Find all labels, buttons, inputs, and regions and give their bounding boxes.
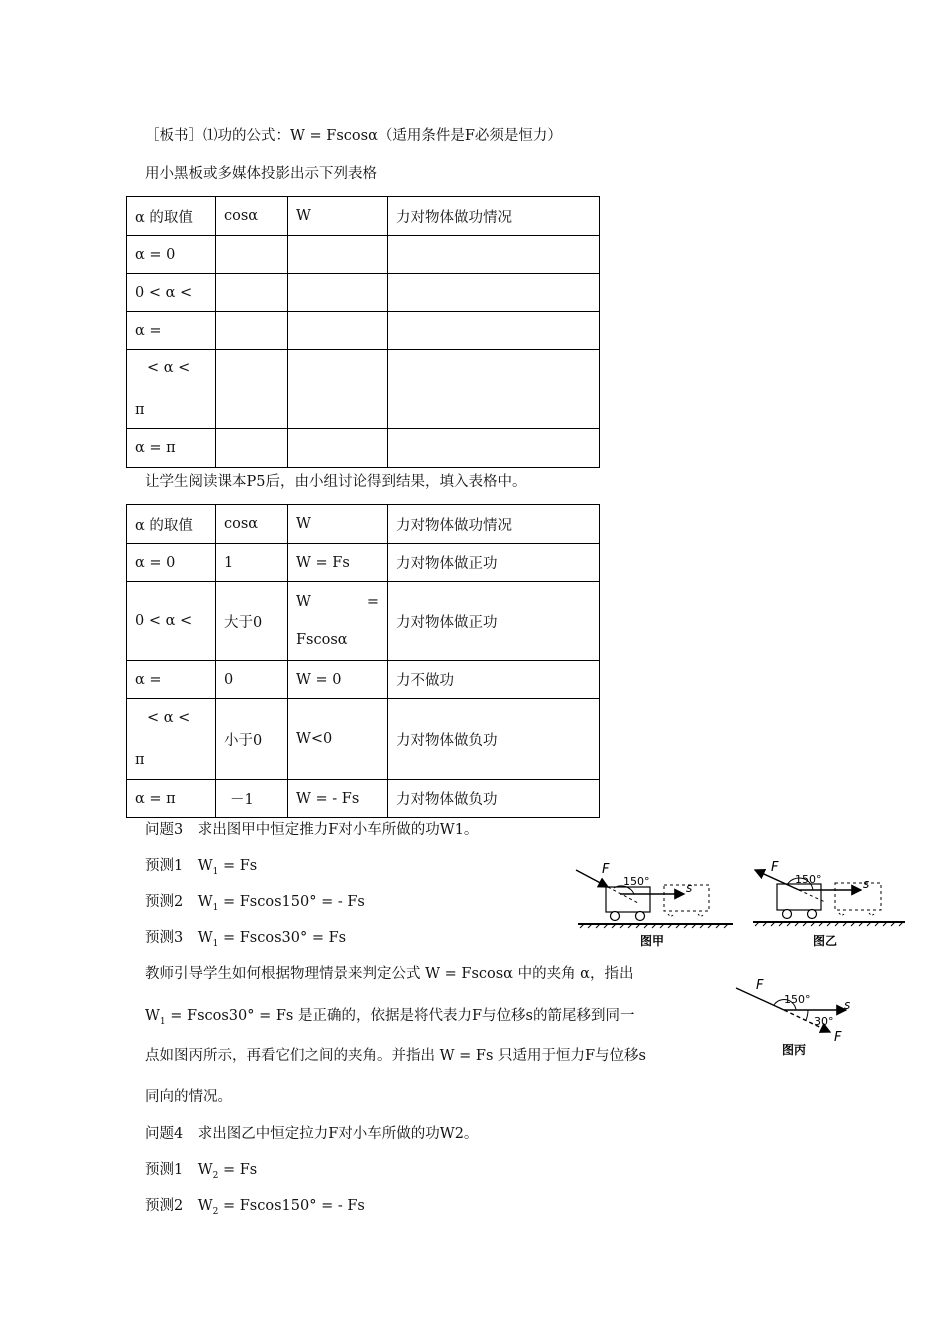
figure-yi bbox=[745, 852, 910, 948]
displacement-label: s bbox=[686, 881, 693, 895]
angle-label-30: 30° bbox=[814, 1015, 834, 1028]
question-3: 问题3 求出图甲中恒定推力F对小车所做的功W1。 bbox=[145, 822, 479, 838]
prediction-label: 预测2 bbox=[145, 894, 184, 910]
desc-cell: 力对物体做正功 bbox=[388, 582, 600, 661]
w-cell: W = Fs bbox=[288, 544, 388, 582]
empty-cell[interactable] bbox=[388, 274, 600, 312]
w-subscript: 2 bbox=[212, 1206, 219, 1217]
cos-cell: 小于0 bbox=[216, 699, 288, 780]
cart-ghost bbox=[835, 883, 881, 910]
prediction-3-2 bbox=[145, 892, 365, 918]
force-label-moved: F bbox=[834, 1030, 842, 1045]
empty-cell[interactable] bbox=[288, 274, 388, 312]
header-cos: cosα bbox=[216, 505, 288, 544]
formula: = Fs bbox=[218, 858, 258, 874]
force-label: F bbox=[756, 978, 764, 993]
alpha-cell: α = bbox=[127, 661, 216, 699]
empty-cell[interactable] bbox=[216, 312, 288, 350]
alpha-cell: 0 < α < bbox=[127, 274, 216, 312]
cart-wheel bbox=[611, 912, 620, 921]
table-row bbox=[127, 780, 600, 818]
w-subscript: 1 bbox=[159, 1016, 166, 1027]
teacher-line-2-text: = Fscos30° = Fs 是正确的，依据是将代表力F与位移s的箭尾移到同一 bbox=[165, 1008, 635, 1024]
alpha-cell: α = 0 bbox=[127, 236, 216, 274]
header-w: W bbox=[288, 197, 388, 236]
alpha-cell bbox=[127, 350, 216, 429]
displacement-label: s bbox=[844, 998, 851, 1012]
figure-caption: 图甲 bbox=[640, 934, 665, 948]
alpha-cell: α = π bbox=[127, 429, 216, 468]
angle-label-150: 150° bbox=[784, 993, 811, 1006]
cos-cell: －1 bbox=[216, 780, 288, 818]
ground-hatching bbox=[753, 922, 905, 926]
alpha-cell: 0 < α < bbox=[127, 582, 216, 661]
prediction-3-3 bbox=[145, 928, 346, 954]
w-line-1 bbox=[296, 592, 379, 612]
header-w: W bbox=[288, 505, 388, 544]
empty-cell[interactable] bbox=[216, 236, 288, 274]
prediction-label: 预测3 bbox=[145, 930, 184, 946]
header-desc: 力对物体做功情况 bbox=[388, 197, 600, 236]
filled-work-table bbox=[126, 504, 600, 818]
angle-arc-30 bbox=[806, 1010, 808, 1020]
cos-cell: 大于0 bbox=[216, 582, 288, 661]
w-symbol: W bbox=[197, 858, 213, 874]
figure-caption: 图乙 bbox=[813, 934, 838, 948]
table-row bbox=[127, 429, 600, 468]
question-4: 问题4 求出图乙中恒定拉力F对小车所做的功W2。 bbox=[145, 1126, 479, 1142]
table-row bbox=[127, 350, 600, 429]
empty-cell[interactable] bbox=[288, 429, 388, 468]
teacher-line-3: 点如图丙所示，再看它们之间的夹角。并指出 W = Fs 只适用于恒力F与位移s bbox=[145, 1048, 646, 1064]
cart-body bbox=[777, 884, 821, 910]
w-subscript: 1 bbox=[212, 866, 219, 877]
prediction-label: 预测1 bbox=[145, 1162, 184, 1178]
alpha-cell: α = π bbox=[127, 780, 216, 818]
table-row bbox=[127, 582, 600, 661]
w-cell: W = 0 bbox=[288, 661, 388, 699]
desc-cell: 力对物体做正功 bbox=[388, 544, 600, 582]
w-equals: = bbox=[366, 594, 379, 610]
angle-label: 150° bbox=[623, 875, 650, 888]
blackboard-formula-line: ［板书］⑴功的公式：W = Fscosα（适用条件是F必须是恒力） bbox=[145, 128, 562, 144]
figure-bing bbox=[730, 972, 870, 1062]
force-label: F bbox=[771, 860, 779, 875]
prediction-label: 预测2 bbox=[145, 1198, 184, 1214]
alpha-line-1: < α < bbox=[147, 360, 191, 376]
empty-cell[interactable] bbox=[288, 350, 388, 429]
displacement-label: s bbox=[863, 877, 870, 891]
empty-cell[interactable] bbox=[388, 350, 600, 429]
formula: = Fscos30° = Fs bbox=[218, 930, 347, 946]
ghost-wheels bbox=[668, 914, 704, 916]
prediction-4-1 bbox=[145, 1160, 257, 1186]
w-subscript: 1 bbox=[212, 938, 219, 949]
desc-cell: 力对物体做负功 bbox=[388, 699, 600, 780]
empty-cell[interactable] bbox=[288, 236, 388, 274]
prediction-4-2 bbox=[145, 1196, 365, 1222]
teacher-line-2 bbox=[145, 1006, 634, 1032]
formula: = Fs bbox=[218, 1162, 258, 1178]
w-symbol: W bbox=[197, 1198, 213, 1214]
alpha-line-2: π bbox=[135, 752, 145, 768]
table-row bbox=[127, 274, 600, 312]
desc-cell: 力对物体做负功 bbox=[388, 780, 600, 818]
force-label: F bbox=[602, 862, 610, 877]
empty-cell[interactable] bbox=[288, 312, 388, 350]
figure-jia bbox=[568, 852, 738, 948]
cart-wheel bbox=[636, 912, 645, 921]
header-cos: cosα bbox=[216, 197, 288, 236]
alpha-cell: α = bbox=[127, 312, 216, 350]
empty-cell[interactable] bbox=[388, 236, 600, 274]
table-row bbox=[127, 699, 600, 780]
alpha-cell bbox=[127, 699, 216, 780]
prediction-3-1 bbox=[145, 856, 257, 882]
table-row bbox=[127, 661, 600, 699]
blank-work-table bbox=[126, 196, 600, 468]
header-desc: 力对物体做功情况 bbox=[388, 505, 600, 544]
teacher-line-4: 同向的情况。 bbox=[145, 1089, 232, 1105]
w-subscript: 1 bbox=[212, 902, 219, 913]
w-cell bbox=[288, 582, 388, 661]
alpha-line-1: < α < bbox=[147, 710, 191, 726]
w-line-2: Fscosα bbox=[296, 632, 348, 648]
empty-cell[interactable] bbox=[216, 350, 288, 429]
header-alpha: α 的取值 bbox=[127, 197, 216, 236]
empty-cell[interactable] bbox=[216, 429, 288, 468]
read-line: 让学生阅读课本P5后，由小组讨论得到结果，填入表格中。 bbox=[145, 474, 527, 490]
figure-caption: 图丙 bbox=[782, 1043, 807, 1057]
cos-cell: 1 bbox=[216, 544, 288, 582]
w-cell: W = - Fs bbox=[288, 780, 388, 818]
cart-wheel bbox=[808, 910, 817, 919]
w-symbol: W bbox=[296, 594, 311, 610]
header-alpha: α 的取值 bbox=[127, 505, 216, 544]
table-header-row bbox=[127, 505, 600, 544]
prediction-label: 预测1 bbox=[145, 858, 184, 874]
cos-cell: 0 bbox=[216, 661, 288, 699]
ghost-wheels bbox=[839, 913, 875, 915]
intro-line: 用小黑板或多媒体投影出示下列表格 bbox=[145, 166, 377, 182]
angle-label: 150° bbox=[795, 873, 822, 886]
ground-hatching bbox=[578, 924, 733, 928]
table-header-row bbox=[127, 197, 600, 236]
empty-cell[interactable] bbox=[388, 312, 600, 350]
empty-cell[interactable] bbox=[388, 429, 600, 468]
teacher-line-1: 教师引导学生如何根据物理情景来判定公式 W = Fscosα 中的夹角 α，指出 bbox=[145, 966, 634, 982]
formula: = Fscos150° = - Fs bbox=[218, 1198, 365, 1214]
formula: = Fscos150° = - Fs bbox=[218, 894, 365, 910]
cart-body bbox=[606, 887, 650, 912]
desc-cell: 力不做功 bbox=[388, 661, 600, 699]
w-symbol: W bbox=[145, 1008, 160, 1024]
alpha-cell: α = 0 bbox=[127, 544, 216, 582]
table-row bbox=[127, 312, 600, 350]
empty-cell[interactable] bbox=[216, 274, 288, 312]
w-symbol: W bbox=[197, 894, 213, 910]
w-subscript: 2 bbox=[212, 1170, 219, 1181]
table-row bbox=[127, 544, 600, 582]
alpha-line-2: π bbox=[135, 402, 145, 418]
table-row bbox=[127, 236, 600, 274]
w-cell: W<0 bbox=[288, 699, 388, 780]
cart-wheel bbox=[783, 910, 792, 919]
force-extension bbox=[608, 887, 638, 903]
w-symbol: W bbox=[197, 1162, 213, 1178]
w-symbol: W bbox=[197, 930, 213, 946]
